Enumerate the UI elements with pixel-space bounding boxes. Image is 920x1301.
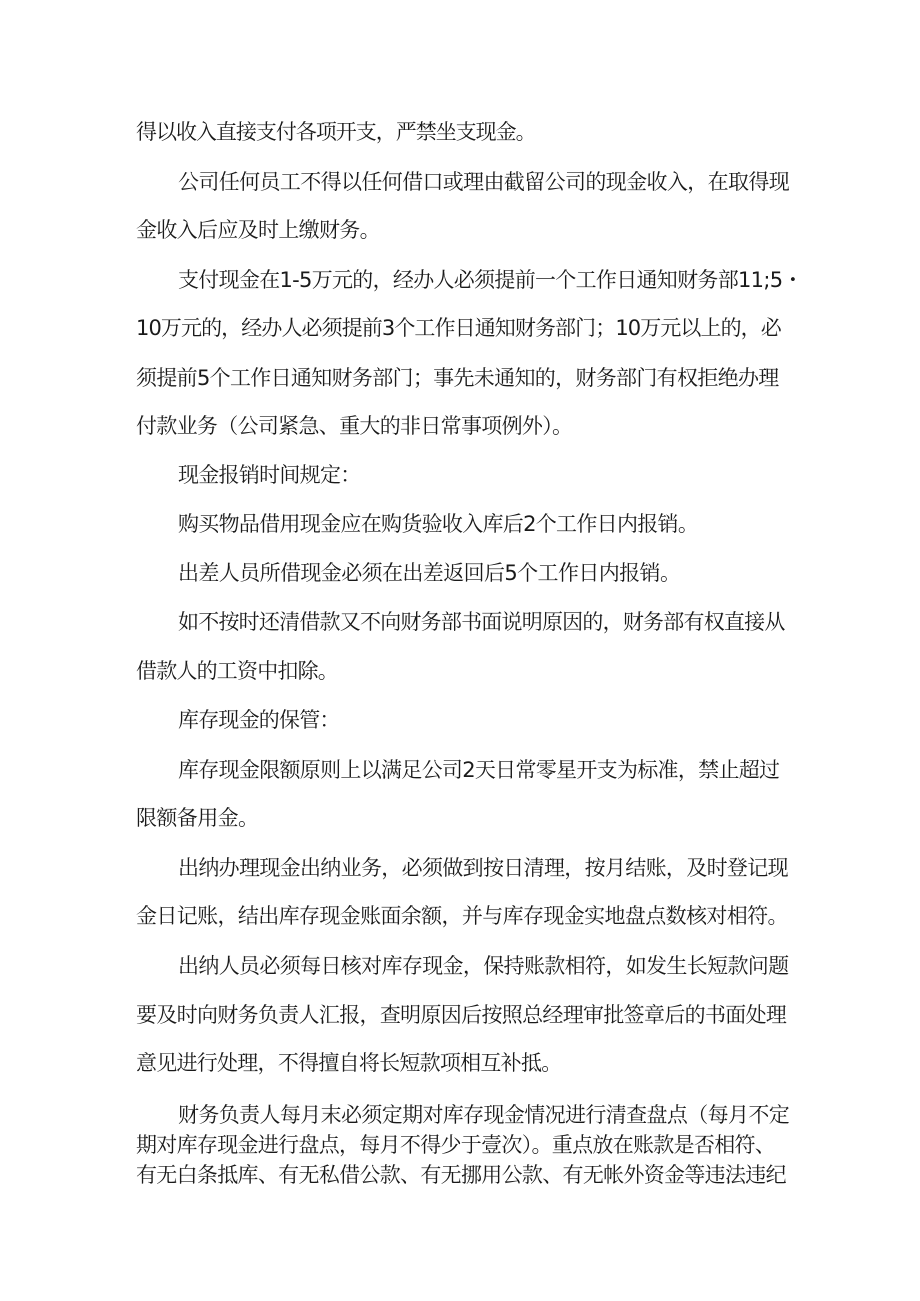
paragraph-line: 借款人的工资中扣除。 xyxy=(136,659,338,683)
paragraph-line: 付款业务（公司紧急、重大的非日常事项例外）。 xyxy=(136,414,573,438)
paragraph-line: 购买物品借用现金应在购货验收入库后2个工作日内报销。 xyxy=(178,512,699,536)
paragraph-line: 期对库存现金进行盘点，每月不得少于壹次）。重点放在账款是否相符、 xyxy=(136,1133,776,1157)
paragraph-line: 意见进行处理，不得擅自将长短款项相互补抵。 xyxy=(136,1051,562,1075)
paragraph-line: 金收入后应及时上缴财务。 xyxy=(136,218,380,242)
paragraph-line: 得以收入直接支付各项开支，严禁坐支现金。 xyxy=(136,120,536,144)
paragraph-line: 限额备用金。 xyxy=(136,806,259,830)
paragraph-line: 库存现金限额原则上以满足公司2天日常零星开支为标准，禁止超过 xyxy=(178,758,780,782)
paragraph-line: 须提前5个工作日通知财务部门；事先未通知的，财务部门有权拒绝办理 xyxy=(136,366,779,390)
paragraph-line: 出纳人员必须每日核对库存现金，保持账款相符，如发生长短款问题 xyxy=(178,954,789,978)
paragraph-line: 出纳办理现金出纳业务，必须做到按日清理，按月结账，及时登记现 xyxy=(178,856,788,880)
paragraph-line: 库存现金的保管： xyxy=(178,708,340,732)
paragraph-line: 财务负责人每月末必须定期对库存现金情况进行清查盘点（每月不定 xyxy=(178,1103,790,1127)
paragraph-line: 有无白条抵库、有无私借公款、有无挪用公款、有无帐外资金等违法违纪 xyxy=(136,1163,786,1187)
paragraph-line: 支付现金在1-5万元的，经办人必须提前一个工作日通知财务部11;5・ xyxy=(178,268,803,292)
paragraph-line: 如不按时还清借款又不向财务部书面说明原因的，财务部有权直接从 xyxy=(178,610,785,634)
paragraph-line: 金日记账，结出库存现金账面余额，并与库存现金实地盘点数核对相符。 xyxy=(136,904,788,928)
paragraph-line: 要及时向财务负责人汇报，查明原因后按照总经理审批签章后的书面处理 xyxy=(136,1003,787,1027)
paragraph-line: 现金报销时间规定： xyxy=(178,463,361,487)
paragraph-line: 公司任何员工不得以任何借口或理由截留公司的现金收入，在取得现 xyxy=(178,170,790,194)
paragraph-line: 10万元的，经办人必须提前3个工作日通知财务部门；10万元以上的，必 xyxy=(136,316,781,340)
paragraph-line: 出差人员所借现金必须在出差返回后5个工作日内报销。 xyxy=(178,561,681,585)
